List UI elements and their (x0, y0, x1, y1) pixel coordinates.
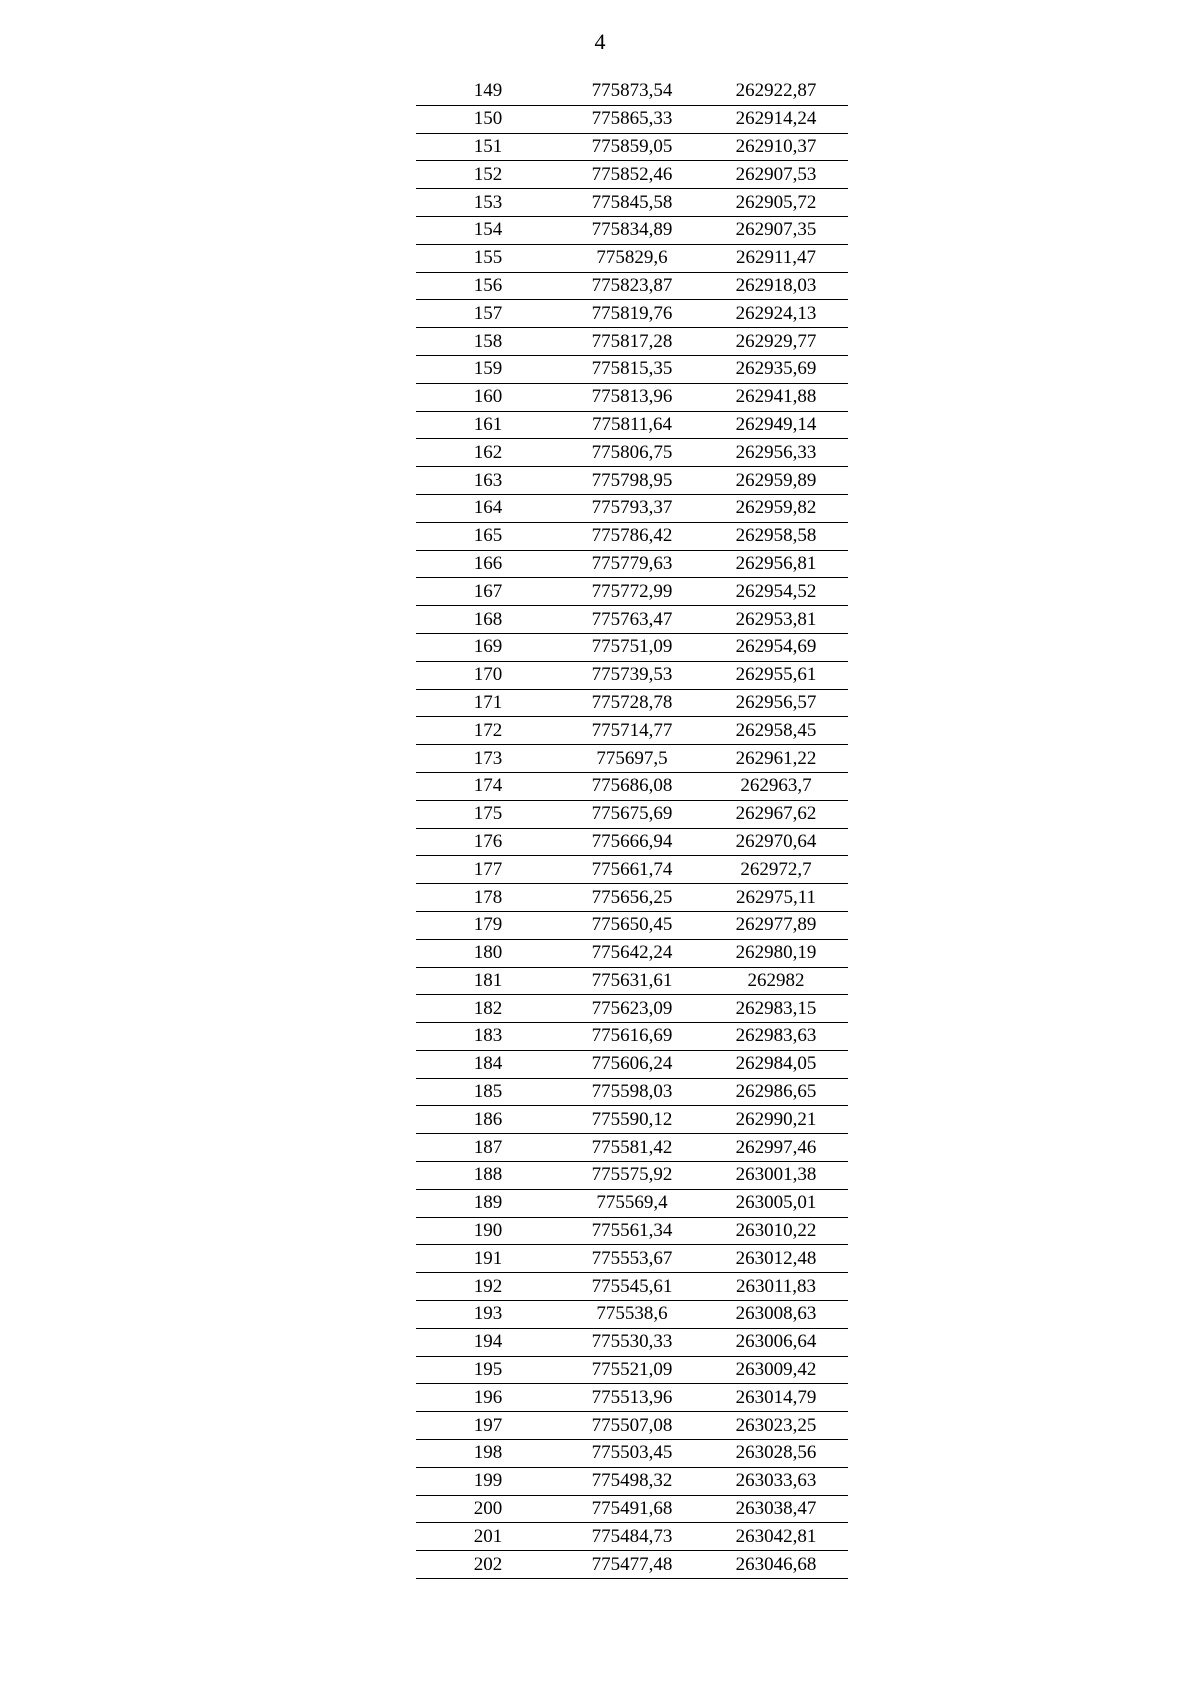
table-row (416, 717, 848, 745)
point-number-cell: 164 (416, 494, 560, 522)
x-coordinate-cell: 775815,35 (560, 355, 704, 383)
y-coordinate-cell: 262918,03 (704, 272, 848, 300)
y-coordinate-cell: 263028,56 (704, 1440, 848, 1468)
y-coordinate-cell: 262924,13 (704, 300, 848, 328)
table-row (416, 967, 848, 995)
point-number-cell: 151 (416, 133, 560, 161)
x-coordinate-cell: 775503,45 (560, 1440, 704, 1468)
x-coordinate-cell: 775631,61 (560, 967, 704, 995)
table-row (416, 1301, 848, 1329)
table-row (416, 856, 848, 884)
y-coordinate-cell: 263012,48 (704, 1245, 848, 1273)
y-coordinate-cell: 262956,33 (704, 439, 848, 467)
table-row (416, 772, 848, 800)
table-row (416, 633, 848, 661)
table-row (416, 1523, 848, 1551)
point-number-cell: 179 (416, 911, 560, 939)
point-number-cell: 160 (416, 383, 560, 411)
table-row (416, 1412, 848, 1440)
y-coordinate-cell: 262970,64 (704, 828, 848, 856)
table-row (416, 494, 848, 522)
point-number-cell: 163 (416, 467, 560, 495)
table-row (416, 467, 848, 495)
table-row (416, 411, 848, 439)
y-coordinate-cell: 262949,14 (704, 411, 848, 439)
x-coordinate-cell: 775697,5 (560, 745, 704, 773)
x-coordinate-cell: 775569,4 (560, 1189, 704, 1217)
table-row (416, 1328, 848, 1356)
point-number-cell: 167 (416, 578, 560, 606)
table-row (416, 911, 848, 939)
y-coordinate-cell: 262990,21 (704, 1106, 848, 1134)
table-row (416, 244, 848, 272)
point-number-cell: 196 (416, 1384, 560, 1412)
point-number-cell: 165 (416, 522, 560, 550)
point-number-cell: 154 (416, 216, 560, 244)
point-number-cell: 202 (416, 1551, 560, 1579)
point-number-cell: 192 (416, 1273, 560, 1301)
point-number-cell: 177 (416, 856, 560, 884)
y-coordinate-cell: 262953,81 (704, 606, 848, 634)
x-coordinate-cell: 775714,77 (560, 717, 704, 745)
x-coordinate-cell: 775491,68 (560, 1495, 704, 1523)
x-coordinate-cell: 775811,64 (560, 411, 704, 439)
point-number-cell: 174 (416, 772, 560, 800)
table-row (416, 383, 848, 411)
table-row (416, 884, 848, 912)
point-number-cell: 180 (416, 939, 560, 967)
x-coordinate-cell: 775798,95 (560, 467, 704, 495)
y-coordinate-cell: 263009,42 (704, 1356, 848, 1384)
table-row (416, 661, 848, 689)
y-coordinate-cell: 262954,52 (704, 578, 848, 606)
point-number-cell: 153 (416, 189, 560, 217)
y-coordinate-cell: 262935,69 (704, 355, 848, 383)
x-coordinate-cell: 775786,42 (560, 522, 704, 550)
x-coordinate-cell: 775530,33 (560, 1328, 704, 1356)
y-coordinate-cell: 262905,72 (704, 189, 848, 217)
x-coordinate-cell: 775793,37 (560, 494, 704, 522)
y-coordinate-cell: 262907,53 (704, 161, 848, 189)
x-coordinate-cell: 775553,67 (560, 1245, 704, 1273)
table-row (416, 1384, 848, 1412)
y-coordinate-cell: 262961,22 (704, 745, 848, 773)
table-row (416, 1134, 848, 1162)
y-coordinate-cell: 263008,63 (704, 1301, 848, 1329)
point-number-cell: 198 (416, 1440, 560, 1468)
point-number-cell: 173 (416, 745, 560, 773)
y-coordinate-cell: 262956,57 (704, 689, 848, 717)
x-coordinate-cell: 775834,89 (560, 216, 704, 244)
page-number: 4 (594, 29, 606, 54)
y-coordinate-cell: 262907,35 (704, 216, 848, 244)
x-coordinate-cell: 775477,48 (560, 1551, 704, 1579)
table-row (416, 1356, 848, 1384)
y-coordinate-cell: 263005,01 (704, 1189, 848, 1217)
table-row (416, 105, 848, 133)
y-coordinate-cell: 262963,7 (704, 772, 848, 800)
x-coordinate-cell: 775772,99 (560, 578, 704, 606)
y-coordinate-cell: 263042,81 (704, 1523, 848, 1551)
y-coordinate-cell: 262956,81 (704, 550, 848, 578)
table-row (416, 578, 848, 606)
x-coordinate-cell: 775873,54 (560, 78, 704, 105)
y-coordinate-cell: 263011,83 (704, 1273, 848, 1301)
y-coordinate-cell: 262997,46 (704, 1134, 848, 1162)
point-number-cell: 152 (416, 161, 560, 189)
table-row (416, 939, 848, 967)
table-row (416, 1078, 848, 1106)
table-row (416, 522, 848, 550)
table-row (416, 1467, 848, 1495)
x-coordinate-cell: 775616,69 (560, 1023, 704, 1051)
point-number-cell: 191 (416, 1245, 560, 1273)
table-row (416, 189, 848, 217)
table-row (416, 995, 848, 1023)
y-coordinate-cell: 262975,11 (704, 884, 848, 912)
table-row (416, 1217, 848, 1245)
y-coordinate-cell: 262967,62 (704, 800, 848, 828)
point-number-cell: 157 (416, 300, 560, 328)
table-row (416, 1023, 848, 1051)
y-coordinate-cell: 262954,69 (704, 633, 848, 661)
y-coordinate-cell: 262984,05 (704, 1050, 848, 1078)
table-row (416, 1273, 848, 1301)
table-row (416, 1245, 848, 1273)
x-coordinate-cell: 775823,87 (560, 272, 704, 300)
point-number-cell: 182 (416, 995, 560, 1023)
point-number-cell: 171 (416, 689, 560, 717)
table-row (416, 1162, 848, 1190)
y-coordinate-cell: 263033,63 (704, 1467, 848, 1495)
point-number-cell: 178 (416, 884, 560, 912)
y-coordinate-cell: 263046,68 (704, 1551, 848, 1579)
point-number-cell: 197 (416, 1412, 560, 1440)
table-row (416, 800, 848, 828)
point-number-cell: 189 (416, 1189, 560, 1217)
point-number-cell: 172 (416, 717, 560, 745)
table-row (416, 1495, 848, 1523)
x-coordinate-cell: 775865,33 (560, 105, 704, 133)
point-number-cell: 187 (416, 1134, 560, 1162)
point-number-cell: 161 (416, 411, 560, 439)
y-coordinate-cell: 262911,47 (704, 244, 848, 272)
table-row (416, 1189, 848, 1217)
y-coordinate-cell: 262955,61 (704, 661, 848, 689)
point-number-cell: 150 (416, 105, 560, 133)
point-number-cell: 194 (416, 1328, 560, 1356)
x-coordinate-cell: 775859,05 (560, 133, 704, 161)
point-number-cell: 188 (416, 1162, 560, 1190)
y-coordinate-cell: 262922,87 (704, 78, 848, 105)
point-number-cell: 199 (416, 1467, 560, 1495)
point-number-cell: 175 (416, 800, 560, 828)
table-row (416, 745, 848, 773)
x-coordinate-cell: 775845,58 (560, 189, 704, 217)
table-row (416, 216, 848, 244)
table-row (416, 439, 848, 467)
x-coordinate-cell: 775498,32 (560, 1467, 704, 1495)
table-row (416, 1106, 848, 1134)
table-row (416, 78, 848, 105)
point-number-cell: 184 (416, 1050, 560, 1078)
x-coordinate-cell: 775575,92 (560, 1162, 704, 1190)
x-coordinate-cell: 775521,09 (560, 1356, 704, 1384)
x-coordinate-cell: 775728,78 (560, 689, 704, 717)
table-row (416, 328, 848, 356)
table-row (416, 1551, 848, 1579)
point-number-cell: 185 (416, 1078, 560, 1106)
x-coordinate-cell: 775661,74 (560, 856, 704, 884)
x-coordinate-cell: 775581,42 (560, 1134, 704, 1162)
y-coordinate-cell: 262982 (704, 967, 848, 995)
x-coordinate-cell: 775819,76 (560, 300, 704, 328)
coordinates-table-body (416, 78, 848, 1579)
x-coordinate-cell: 775642,24 (560, 939, 704, 967)
x-coordinate-cell: 775686,08 (560, 772, 704, 800)
table-row (416, 606, 848, 634)
x-coordinate-cell: 775561,34 (560, 1217, 704, 1245)
y-coordinate-cell: 262958,45 (704, 717, 848, 745)
y-coordinate-cell: 262983,15 (704, 995, 848, 1023)
point-number-cell: 166 (416, 550, 560, 578)
x-coordinate-cell: 775817,28 (560, 328, 704, 356)
y-coordinate-cell: 263010,22 (704, 1217, 848, 1245)
table-row (416, 355, 848, 383)
y-coordinate-cell: 262972,7 (704, 856, 848, 884)
table-row (416, 272, 848, 300)
x-coordinate-cell: 775507,08 (560, 1412, 704, 1440)
x-coordinate-cell: 775484,73 (560, 1523, 704, 1551)
y-coordinate-cell: 262983,63 (704, 1023, 848, 1051)
point-number-cell: 158 (416, 328, 560, 356)
point-number-cell: 193 (416, 1301, 560, 1329)
y-coordinate-cell: 262958,58 (704, 522, 848, 550)
x-coordinate-cell: 775656,25 (560, 884, 704, 912)
y-coordinate-cell: 263023,25 (704, 1412, 848, 1440)
point-number-cell: 159 (416, 355, 560, 383)
y-coordinate-cell: 263001,38 (704, 1162, 848, 1190)
point-number-cell: 186 (416, 1106, 560, 1134)
x-coordinate-cell: 775763,47 (560, 606, 704, 634)
y-coordinate-cell: 262977,89 (704, 911, 848, 939)
y-coordinate-cell: 262959,82 (704, 494, 848, 522)
point-number-cell: 168 (416, 606, 560, 634)
table-row (416, 1050, 848, 1078)
point-number-cell: 162 (416, 439, 560, 467)
y-coordinate-cell: 263038,47 (704, 1495, 848, 1523)
point-number-cell: 200 (416, 1495, 560, 1523)
point-number-cell: 201 (416, 1523, 560, 1551)
table-row (416, 300, 848, 328)
y-coordinate-cell: 262959,89 (704, 467, 848, 495)
x-coordinate-cell: 775650,45 (560, 911, 704, 939)
x-coordinate-cell: 775829,6 (560, 244, 704, 272)
x-coordinate-cell: 775545,61 (560, 1273, 704, 1301)
table-row (416, 828, 848, 856)
x-coordinate-cell: 775751,09 (560, 633, 704, 661)
y-coordinate-cell: 262941,88 (704, 383, 848, 411)
x-coordinate-cell: 775623,09 (560, 995, 704, 1023)
point-number-cell: 156 (416, 272, 560, 300)
point-number-cell: 169 (416, 633, 560, 661)
x-coordinate-cell: 775739,53 (560, 661, 704, 689)
table-row (416, 161, 848, 189)
y-coordinate-cell: 262910,37 (704, 133, 848, 161)
point-number-cell: 183 (416, 1023, 560, 1051)
y-coordinate-cell: 262986,65 (704, 1078, 848, 1106)
x-coordinate-cell: 775513,96 (560, 1384, 704, 1412)
y-coordinate-cell: 263014,79 (704, 1384, 848, 1412)
y-coordinate-cell: 263006,64 (704, 1328, 848, 1356)
x-coordinate-cell: 775538,6 (560, 1301, 704, 1329)
table-row (416, 133, 848, 161)
point-number-cell: 190 (416, 1217, 560, 1245)
y-coordinate-cell: 262980,19 (704, 939, 848, 967)
x-coordinate-cell: 775598,03 (560, 1078, 704, 1106)
x-coordinate-cell: 775806,75 (560, 439, 704, 467)
table-row (416, 1440, 848, 1468)
y-coordinate-cell: 262929,77 (704, 328, 848, 356)
y-coordinate-cell: 262914,24 (704, 105, 848, 133)
coordinates-table (416, 78, 848, 1579)
x-coordinate-cell: 775666,94 (560, 828, 704, 856)
x-coordinate-cell: 775590,12 (560, 1106, 704, 1134)
point-number-cell: 170 (416, 661, 560, 689)
x-coordinate-cell: 775779,63 (560, 550, 704, 578)
x-coordinate-cell: 775813,96 (560, 383, 704, 411)
point-number-cell: 149 (416, 78, 560, 105)
point-number-cell: 176 (416, 828, 560, 856)
x-coordinate-cell: 775606,24 (560, 1050, 704, 1078)
table-row (416, 689, 848, 717)
x-coordinate-cell: 775852,46 (560, 161, 704, 189)
table-row (416, 550, 848, 578)
point-number-cell: 181 (416, 967, 560, 995)
x-coordinate-cell: 775675,69 (560, 800, 704, 828)
point-number-cell: 155 (416, 244, 560, 272)
point-number-cell: 195 (416, 1356, 560, 1384)
